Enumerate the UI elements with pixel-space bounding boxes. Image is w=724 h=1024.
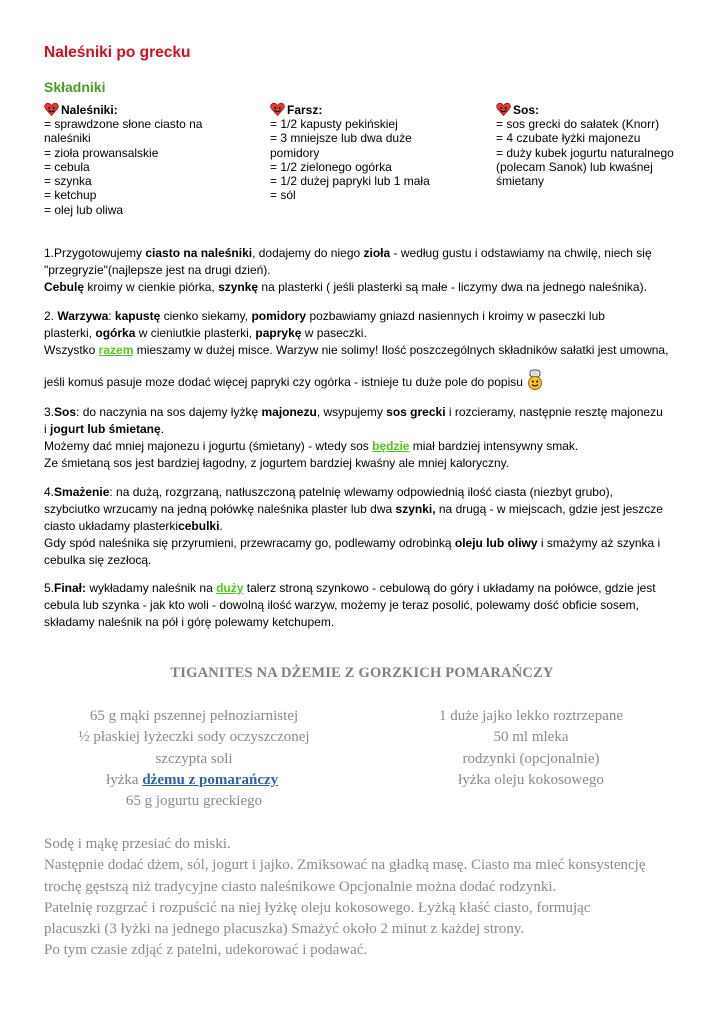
step-text: , dodajemy do niego bbox=[252, 246, 364, 260]
ingredient-line: 50 ml mleka bbox=[493, 729, 569, 746]
heart-smiley-icon bbox=[496, 102, 511, 117]
step-text: 1.Przygotowujemy bbox=[44, 246, 146, 260]
step-text: : bbox=[108, 309, 115, 323]
method-line: Patelnię rozgrzać i rozpuścić na niej łyżkę oleju kokosowego. Łyżką kłaść ciasto, formując bbox=[44, 899, 591, 916]
ingredients-column-pancakes bbox=[44, 101, 264, 217]
step-bold: Finał: bbox=[54, 581, 87, 595]
step-text: plasterki, bbox=[44, 326, 96, 340]
ingredient-line: = szynka bbox=[44, 174, 92, 189]
step-4 bbox=[44, 484, 684, 569]
step-text: mieszamy w dużej misce. Warzyw nie solimy! Ilość poszczególnych składników sałatki jest umowna, bbox=[133, 343, 669, 357]
step-bold: paprykę bbox=[255, 326, 302, 340]
column-heading-label: Sos: bbox=[513, 102, 540, 117]
ingredient-line: = zioła prowansalskie bbox=[44, 145, 159, 160]
ingredient-line: łyżka oleju kokosowego bbox=[458, 771, 604, 788]
step-text: i bbox=[44, 422, 50, 436]
step-text: : na dużą, rozgrzaną, natłuszczoną patelnię wlewamy odpowiednią ilość ciasta (niezbyt grubo), bbox=[109, 485, 613, 499]
ingredient-line: szczypta soli bbox=[155, 750, 233, 767]
ingredients-left bbox=[44, 706, 344, 812]
ingredient-line: naleśniki bbox=[44, 131, 91, 146]
heart-smiley-icon bbox=[270, 102, 285, 117]
step-bold: szynkę bbox=[218, 280, 259, 294]
ingredient-line: = cebula bbox=[44, 159, 90, 174]
step-text: wykładamy naleśnik na bbox=[86, 581, 217, 595]
ingredient-line: 65 g jogurtu greckiego bbox=[125, 793, 263, 810]
step-2 bbox=[44, 308, 684, 391]
ingredient-line: = 1/2 kapusty pekińskiej bbox=[270, 117, 398, 131]
ingredient-line: 65 g mąki pszennej pełnoziarnistej bbox=[89, 708, 299, 724]
method-line: Następnie dodać dżem, sól, jogurt i jajko. Zmiksować na gładką masę. Ciasto ma mieć konsystencję bbox=[44, 857, 646, 874]
ingredient-line: (polecam Sanok) lub kwaśnej bbox=[496, 159, 653, 174]
ingredient-line: = 1/2 dużej papryki lub 1 mała bbox=[270, 174, 430, 189]
step-text: pozbawiamy gniazd nasiennych i kroimy w paseczki lub bbox=[306, 309, 605, 323]
ingredient-line: ½ płaskiej łyżeczki sody oczyszczonej bbox=[78, 729, 310, 746]
column-heading-label: Naleśniki: bbox=[61, 102, 118, 117]
step-1 bbox=[44, 245, 684, 296]
step-bold: zioła bbox=[363, 246, 391, 260]
step-text: 4. bbox=[44, 485, 55, 499]
step-bold: szynki, bbox=[395, 502, 436, 516]
ingredients-column-filling bbox=[270, 101, 490, 203]
column-heading bbox=[44, 101, 264, 117]
ingredient-line: = 1/2 zielonego ogórka bbox=[270, 159, 392, 174]
step-bold: kapustę bbox=[114, 309, 161, 323]
step-text: . bbox=[219, 519, 223, 533]
step-text: cebulka się zezłocą. bbox=[44, 553, 152, 567]
step-text: . bbox=[160, 422, 165, 436]
chef-smiley-icon bbox=[525, 369, 545, 391]
method-line: placuszki (3 łyżki na jednego placuszka) Smażyć około 2 minut z każdej strony. bbox=[44, 921, 525, 938]
ingredient-line: pomidory bbox=[270, 145, 320, 160]
method-line: Sodę i mąkę przesiać do miski. bbox=[44, 836, 231, 852]
column-heading-label: Farsz: bbox=[287, 102, 323, 117]
jam-prefix: łyżka bbox=[106, 771, 143, 788]
step-5 bbox=[44, 580, 684, 631]
step-text: ciasto układamy plasterki bbox=[44, 519, 179, 533]
step-bold: cebulki bbox=[178, 519, 220, 533]
step-text: w cieniutkie plasterki, bbox=[135, 326, 256, 340]
step-bold: Warzywa bbox=[57, 309, 109, 323]
method-line: trochę gęstszą niż tradycyjne ciasto naleśnikowe Opcjonalnie można dodać rodzynki. bbox=[44, 878, 557, 895]
ingredient-line: 1 duże jajko lekko roztrzepane bbox=[438, 708, 624, 724]
step-bold: Cebulę bbox=[44, 280, 85, 294]
step-text: 2. bbox=[44, 309, 58, 323]
ingredient-line: = olej lub oliwa bbox=[44, 202, 124, 217]
step-text: Możemy dać mniej majonezu i jogurtu (śmietany) - wtedy sos bbox=[44, 439, 373, 453]
step-text: jeśli komuś pasuje moze dodać więcej papryki czy ogórka - istnieje tu duże pole do popisu bbox=[44, 375, 523, 389]
step-text: , wsypujemy bbox=[316, 405, 387, 419]
step-text: 3. bbox=[44, 405, 55, 419]
step-bold: jogurt lub śmietanę bbox=[50, 422, 161, 436]
ingredient-line: = duży kubek jogurtu naturalnego bbox=[496, 145, 674, 160]
ingredient-line: = ketchup bbox=[44, 188, 97, 203]
step-text: Gdy spód naleśnika się przyrumieni, przewracamy go, podlewamy odrobinką bbox=[44, 536, 455, 550]
step-text: cebula lub szynka - jak kto woli - dowolną ilość warzyw, możemy je teraz posolić, polewamy dość obficie sosem, bbox=[44, 598, 639, 612]
step-text: Ze śmietaną sos jest bardziej łagodny, z jogurtem bardziej kwaśny ale mniej kaloryczny. bbox=[44, 456, 510, 470]
duzy-link[interactable]: duży bbox=[216, 581, 244, 595]
ingredient-line bbox=[44, 770, 344, 791]
ingredient-line: = 3 mniejsze lub dwa duże bbox=[270, 131, 412, 146]
jam-link[interactable]: dżemu z pomarańczy bbox=[142, 771, 279, 788]
step-text: 5. bbox=[44, 581, 55, 595]
step-bold: ogórka bbox=[95, 326, 136, 340]
step-text: talerz stroną szynkowo - cebulową do góry i układamy na połówce, gdzie jest bbox=[243, 581, 656, 595]
bedzie-link[interactable]: będzie bbox=[372, 439, 410, 453]
step-text: miał bardziej intensywny smak. bbox=[409, 439, 579, 453]
step-bold: Smażenie bbox=[54, 485, 110, 499]
step-text: Wszystko bbox=[44, 343, 99, 357]
step-text: "przegryzie"(najlepsze jest na drugi dzień). bbox=[44, 263, 271, 277]
ingredient-line: = sprawdzone słone ciasto na bbox=[44, 117, 203, 131]
razem-link[interactable]: razem bbox=[98, 343, 134, 357]
step-3 bbox=[44, 404, 684, 472]
step-bold: oleju lub oliwy bbox=[454, 536, 538, 550]
recipe-title: Naleśniki po grecku bbox=[44, 44, 191, 61]
step-bold: ciasto na naleśniki bbox=[145, 246, 253, 260]
column-heading bbox=[496, 101, 716, 117]
step-text: - według gustu i odstawiamy na chwilę, niech się bbox=[390, 246, 652, 260]
heart-smiley-icon bbox=[44, 102, 59, 117]
step-bold: majonezu bbox=[261, 405, 317, 419]
recipe-2-method bbox=[44, 834, 694, 962]
step-text: składamy naleśnik na pół i górę polewamy ketchupem. bbox=[44, 615, 335, 629]
ingredient-line: = sól bbox=[270, 188, 296, 203]
step-text: i smażymy aż szynka i bbox=[537, 536, 661, 550]
ingredient-line: = 4 czubate łyżki majonezu bbox=[496, 131, 641, 146]
step-text: szybciutko wrzucamy na jedną połówkę naleśnika plaster lub dwa bbox=[44, 502, 396, 516]
ingredient-line: rodzynki (opcjonalnie) bbox=[462, 750, 600, 767]
step-text: i rozcieramy, następnie resztę majonezu bbox=[445, 405, 663, 419]
step-bold: Sos bbox=[54, 405, 77, 419]
step-bold: sos grecki bbox=[386, 405, 446, 419]
ingredient-line: = sos grecki do sałatek (Knorr) bbox=[496, 117, 660, 131]
column-heading bbox=[270, 101, 490, 117]
ingredients-right bbox=[376, 706, 686, 791]
step-text: na drugą - w miejscach, gdzie jest jeszcze bbox=[435, 502, 663, 516]
step-bold: pomidory bbox=[251, 309, 307, 323]
step-text: cienko siekamy, bbox=[160, 309, 252, 323]
step-text: na plasterki ( jeśli plasterki są małe - liczymy dwa na jednego naleśnika). bbox=[258, 280, 647, 294]
ingredients-heading: Składniki bbox=[44, 79, 106, 95]
step-text: kroimy w cienkie piórka, bbox=[84, 280, 219, 294]
ingredient-line: śmietany bbox=[496, 174, 545, 189]
method-line: Po tym czasie zdjąć z patelni, udekorować i podawać. bbox=[44, 942, 368, 959]
recipe-2-title: TIGANITES NA DŻEMIE Z GORZKICH POMARAŃCZY bbox=[170, 665, 554, 681]
step-text: : do naczynia na sos dajemy łyżkę bbox=[76, 405, 262, 419]
step-text: w paseczki. bbox=[301, 326, 367, 340]
ingredients-column-sauce bbox=[496, 101, 716, 188]
